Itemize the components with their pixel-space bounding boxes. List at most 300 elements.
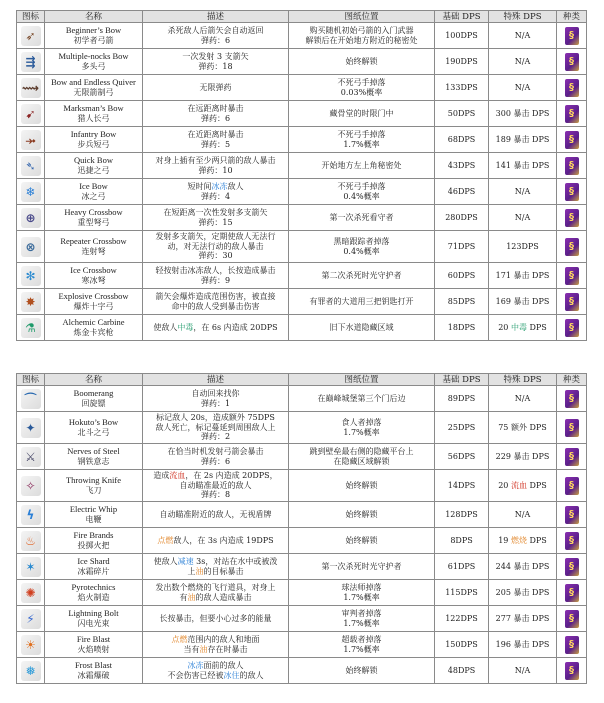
description-line: 上油的目标暴击 [187, 566, 244, 576]
location-line: 审判者掉落 [341, 609, 382, 618]
column-header: 图标 [17, 374, 45, 386]
column-header: 基础 DPS [435, 374, 489, 386]
table-header-row [17, 11, 587, 23]
scroll-icon: § [565, 636, 579, 654]
weapon-name-zh: 寒冰弩 [81, 275, 106, 285]
base-dps-cell: 85DPS [435, 289, 489, 315]
location-line: 1.7%概率 [343, 139, 380, 149]
description-line: 无限弹药 [199, 82, 232, 92]
kind-cell [557, 179, 587, 205]
kind-cell [557, 231, 587, 263]
scroll-icon: § [565, 293, 579, 311]
scroll-icon: § [565, 584, 579, 602]
blueprint-location-cell [289, 205, 435, 231]
location-line: 不死弓手掉落 [337, 130, 386, 139]
status-keyword: 油 [195, 566, 204, 576]
column-header: 图纸位置 [289, 374, 435, 386]
electric-whip-icon: ϟ [21, 505, 41, 525]
weapon-icon-cell [17, 606, 45, 632]
base-dps-cell: 190DPS [435, 49, 489, 75]
base-dps-cell: 14DPS [435, 470, 489, 502]
description-line: 在远距离时暴击 [187, 104, 244, 113]
description-line: 发射多支箭矢，定期使敌人无法行 [155, 232, 276, 242]
description-line: 自动回来找你 [191, 389, 240, 398]
weapon-description-cell [143, 444, 289, 470]
weapon-name-en: Quick Bow [74, 155, 113, 165]
weapon-name-zh: 冰霜爆破 [77, 670, 110, 680]
scroll-icon: § [565, 448, 579, 466]
special-dps-cell: N/A [489, 75, 557, 101]
column-header: 图纸位置 [289, 11, 435, 23]
table-row [17, 315, 587, 341]
weapon-name-zh: 电鞭 [85, 514, 102, 524]
explosive-crossbow-icon: ✸ [21, 292, 41, 312]
scroll-icon: § [565, 131, 579, 149]
weapon-name-cell [45, 263, 143, 289]
ice-shard-icon: ✶ [21, 557, 41, 577]
table-row [17, 412, 587, 444]
special-dps-cell: 229 暴击 DPS [489, 444, 557, 470]
description-line: 长按暴击，但要小心过多的能量 [159, 613, 272, 623]
description-line: 轻按射击冰冻敌人，长按造成暴击 [155, 266, 276, 275]
base-dps-cell: 122DPS [435, 606, 489, 632]
description-line: 弹药：8 [200, 490, 231, 500]
description-line: 有油的敌人造成暴击 [179, 592, 252, 602]
weapon-name-en: Fire Blast [76, 634, 111, 644]
description-line: 在短距离一次性发射多支箭矢 [163, 208, 268, 217]
blueprint-location-cell [289, 658, 435, 684]
weapon-name-cell [45, 49, 143, 75]
base-dps-cell: 8DPS [435, 528, 489, 554]
weapon-name-zh: 冰之弓 [81, 191, 106, 201]
status-keyword: 油 [199, 644, 208, 654]
table-row [17, 205, 587, 231]
multi-bow-icon: ⇶ [21, 52, 41, 72]
base-dps-cell: 56DPS [435, 444, 489, 470]
base-dps-cell: 71DPS [435, 231, 489, 263]
column-header: 特殊 DPS [489, 374, 557, 386]
weapon-icon-cell [17, 153, 45, 179]
table-row [17, 23, 587, 49]
location-line: 0.4%概率 [343, 246, 380, 256]
special-dps-cell: N/A [489, 205, 557, 231]
description-line: 弹药：6 [200, 113, 231, 123]
pyrotechnics-icon: ✺ [21, 583, 41, 603]
base-dps-cell: 150DPS [435, 632, 489, 658]
blueprint-location-cell [289, 231, 435, 263]
blueprint-location-cell [289, 101, 435, 127]
table-row [17, 502, 587, 528]
special-dps-cell: N/A [489, 179, 557, 205]
kind-cell [557, 580, 587, 606]
kind-cell [557, 315, 587, 341]
location-line: 始终解锁 [345, 509, 378, 519]
weapon-name-en: Ice Shard [77, 556, 110, 566]
weapon-name-en: Nerves of Steel [67, 446, 120, 456]
status-keyword: 流血 [169, 471, 186, 481]
description-line: 一次发射 3 支箭矢 [182, 52, 249, 61]
blueprint-location-cell [289, 153, 435, 179]
weapon-icon-cell [17, 263, 45, 289]
fire-brands-icon: ♨ [21, 531, 41, 551]
base-dps-cell: 68DPS [435, 127, 489, 153]
base-dps-cell: 60DPS [435, 263, 489, 289]
description-line: 点燃敌人，在 3s 内造成 19DPS [157, 535, 274, 545]
weapon-icon-cell [17, 554, 45, 580]
blueprint-location-cell [289, 315, 435, 341]
weapon-description-cell [143, 502, 289, 528]
weapon-name-cell [45, 502, 143, 528]
weapon-name-en: Throwing Knife [65, 475, 121, 485]
description-line: 对身上插有至少两只箭的敌人暴击 [155, 156, 276, 165]
column-header: 名称 [45, 11, 143, 23]
weapon-icon-cell [17, 315, 45, 341]
weapon-name-zh: 投掷火把 [77, 540, 110, 550]
kind-cell [557, 606, 587, 632]
column-header: 种类 [557, 374, 587, 386]
weapon-description-cell [143, 289, 289, 315]
weapon-name-en: Infantry Bow [70, 129, 117, 139]
blueprint-location-cell [289, 23, 435, 49]
location-line: 第二次杀死时光守护者 [321, 270, 402, 280]
description-line: 自动瞄准最近的敌人 [179, 480, 252, 490]
special-dps-cell: 20 流血 DPS [489, 470, 557, 502]
kind-cell [557, 528, 587, 554]
weapon-icon-cell [17, 49, 45, 75]
weapon-name-en: Pyrotechnics [71, 582, 116, 592]
weapon-icon-cell [17, 502, 45, 528]
base-dps-cell: 43DPS [435, 153, 489, 179]
scroll-icon: § [565, 105, 579, 123]
status-keyword: 流血 [510, 480, 527, 490]
weapon-name-en: Ice Crossbow [70, 265, 117, 275]
blueprint-location-cell [289, 606, 435, 632]
status-keyword: 油 [187, 592, 196, 602]
throwing-knife-icon: ✧ [21, 476, 41, 496]
weapon-description-cell [143, 153, 289, 179]
base-dps-cell: 18DPS [435, 315, 489, 341]
kind-cell [557, 101, 587, 127]
weapon-name-en: Explosive Crossbow [58, 291, 129, 301]
boomerang-icon: ⌒ [21, 389, 41, 409]
weapon-name-cell [45, 231, 143, 263]
description-line: 点燃范围内的敌人和地面 [171, 635, 260, 644]
column-header: 描述 [143, 374, 289, 386]
special-dps-cell: N/A [489, 502, 557, 528]
weapon-name-en: Beginner’s Bow [65, 25, 122, 35]
status-keyword: 冰住 [223, 670, 240, 680]
location-line: 黑暗跟踪者掉落 [333, 237, 390, 246]
location-line: 始终解锁 [345, 665, 378, 675]
special-dps-cell: 244 暴击 DPS [489, 554, 557, 580]
weapon-name-zh: 飞刀 [85, 485, 102, 495]
special-dps-cell: 123DPS [489, 231, 557, 263]
special-dps-cell: 19 燃烧 DPS [489, 528, 557, 554]
table-row [17, 101, 587, 127]
alchemic-carbine-icon: ⚗ [21, 318, 41, 338]
blueprint-location-cell [289, 412, 435, 444]
base-dps-cell: 128DPS [435, 502, 489, 528]
status-keyword: 点燃 [157, 535, 174, 545]
description-line: 弹药：9 [200, 275, 231, 285]
kind-cell [557, 470, 587, 502]
special-dps-cell: 300 暴击 DPS [489, 101, 557, 127]
table-row [17, 179, 587, 205]
status-keyword: 冰冻 [187, 661, 204, 670]
blueprint-location-cell [289, 632, 435, 658]
special-dps-cell: 169 暴击 DPS [489, 289, 557, 315]
weapon-description-cell [143, 632, 289, 658]
weapon-name-en: Multiple-nocks Bow [58, 51, 129, 61]
kind-cell [557, 658, 587, 684]
location-line: 有罪者的大道用三把钥匙打开 [309, 296, 414, 306]
description-line: 标记敌人 20s，造成额外 75DPS [156, 413, 275, 423]
blueprint-location-cell [289, 127, 435, 153]
scroll-icon: § [565, 157, 579, 175]
status-keyword: 中毒 [177, 322, 194, 332]
table-row [17, 554, 587, 580]
quiver-icon: ⟿ [21, 78, 41, 98]
column-header: 基础 DPS [435, 11, 489, 23]
scroll-icon: § [565, 558, 579, 576]
weapon-icon-cell [17, 101, 45, 127]
weapon-name-cell [45, 412, 143, 444]
weapon-name-en: Repeater Crossbow [60, 236, 127, 246]
lightning-bolt-icon: ⚡ [21, 609, 41, 629]
description-line: 弹药：4 [200, 191, 231, 201]
fire-blast-icon: ☀ [21, 635, 41, 655]
location-line: 不死弓手掉落 [337, 78, 386, 87]
status-keyword: 点燃 [171, 635, 188, 644]
weapon-name-cell [45, 554, 143, 580]
weapon-name-zh: 无限箭制弓 [73, 87, 114, 97]
description-line: 杀死敌人后箭矢会自动返回 [167, 26, 264, 35]
weapon-description-cell [143, 554, 289, 580]
blueprint-location-cell [289, 289, 435, 315]
base-dps-cell: 133DPS [435, 75, 489, 101]
special-dps-cell: N/A [489, 386, 557, 412]
weapon-icon-cell [17, 580, 45, 606]
base-dps-cell: 46DPS [435, 179, 489, 205]
scroll-icon: § [565, 506, 579, 524]
location-line: 跳到壁垒最右侧的隐藏平台上 [309, 447, 414, 456]
special-dps-cell: 196 暴击 DPS [489, 632, 557, 658]
table-row [17, 528, 587, 554]
special-dps-cell: N/A [489, 658, 557, 684]
column-header: 名称 [45, 374, 143, 386]
scroll-icon: § [565, 267, 579, 285]
weapons-table-2 [16, 373, 587, 684]
weapon-name-cell [45, 580, 143, 606]
location-line: 食人者掉落 [341, 418, 382, 427]
weapon-name-cell [45, 386, 143, 412]
description-line: 不会伤害已经被冰住的敌人 [167, 670, 264, 680]
weapon-icon-cell [17, 289, 45, 315]
weapon-icon-cell [17, 205, 45, 231]
weapon-name-cell [45, 127, 143, 153]
weapon-description-cell [143, 263, 289, 289]
kind-cell [557, 412, 587, 444]
weapon-icon-cell [17, 179, 45, 205]
scroll-icon: § [565, 419, 579, 437]
location-line: 始终解锁 [345, 56, 378, 66]
description-line: 造成流血，在 2s 内造成 20DPS， [153, 471, 278, 481]
infantry-bow-icon: ⤞ [21, 130, 41, 150]
kind-cell [557, 49, 587, 75]
scroll-icon: § [565, 610, 579, 628]
weapon-name-zh: 闪电光束 [77, 618, 110, 628]
description-line: 弹药：30 [198, 251, 233, 261]
weapon-description-cell [143, 231, 289, 263]
description-line: 在近距离时暴击 [187, 130, 244, 139]
weapon-description-cell [143, 606, 289, 632]
scroll-icon: § [565, 477, 579, 495]
location-line: 第一次杀死时光守护者 [321, 561, 402, 571]
special-dps-cell: 189 暴击 DPS [489, 127, 557, 153]
kind-cell [557, 502, 587, 528]
weapon-description-cell [143, 580, 289, 606]
location-line: 开始地方左上角秘密处 [321, 160, 402, 170]
location-line: 始终解锁 [345, 480, 378, 490]
weapon-description-cell [143, 528, 289, 554]
weapon-name-en: Frost Blast [74, 660, 113, 670]
kind-cell [557, 289, 587, 315]
column-header: 特殊 DPS [489, 11, 557, 23]
weapon-description-cell [143, 179, 289, 205]
weapon-icon-cell [17, 658, 45, 684]
weapon-description-cell [143, 386, 289, 412]
table-row [17, 153, 587, 179]
base-dps-cell: 25DPS [435, 412, 489, 444]
blueprint-location-cell [289, 502, 435, 528]
table-row [17, 263, 587, 289]
description-line: 敌人死亡，标记蔓延到周围敌人上 [155, 422, 276, 432]
weapon-name-cell [45, 205, 143, 231]
location-line: 旧下水道隐藏区域 [329, 322, 394, 332]
weapon-name-en: Marksman’s Bow [63, 103, 124, 113]
status-keyword: 中毒 [510, 322, 527, 332]
ice-bow-icon: ❄ [21, 182, 41, 202]
description-line: 使敌人减速 3s，对站在水中或被泼 [153, 557, 278, 566]
status-keyword: 减速 [177, 557, 194, 566]
kind-cell [557, 127, 587, 153]
blueprint-location-cell [289, 470, 435, 502]
weapon-name-cell [45, 23, 143, 49]
column-header: 描述 [143, 11, 289, 23]
weapon-name-zh: 连射弩 [81, 246, 106, 256]
special-dps-cell: 205 暴击 DPS [489, 580, 557, 606]
description-line: 短时间冰冻敌人 [187, 182, 244, 191]
weapon-name-en: Boomerang [73, 388, 114, 398]
weapon-description-cell [143, 412, 289, 444]
location-line: 始终解锁 [345, 535, 378, 545]
table-row [17, 231, 587, 263]
kind-cell [557, 263, 587, 289]
weapon-description-cell [143, 23, 289, 49]
special-dps-cell: N/A [489, 23, 557, 49]
weapon-icon-cell [17, 127, 45, 153]
weapon-icon-cell [17, 75, 45, 101]
weapon-description-cell [143, 470, 289, 502]
description-line: 冰冻面前的敌人 [187, 661, 244, 670]
base-dps-cell: 50DPS [435, 101, 489, 127]
table-row [17, 658, 587, 684]
weapon-name-zh: 重型弩弓 [77, 217, 110, 227]
special-dps-cell: 277 暴击 DPS [489, 606, 557, 632]
table-row [17, 127, 587, 153]
blueprint-location-cell [289, 49, 435, 75]
description-line: 弹药：1 [200, 398, 231, 408]
description-line: 在恰当时机发射弓箭会暴击 [167, 447, 264, 456]
weapon-name-en: Electric Whip [69, 504, 118, 514]
weapon-name-zh: 迅捷之弓 [77, 165, 110, 175]
scroll-icon: § [565, 79, 579, 97]
location-line: 1.7%概率 [343, 427, 380, 437]
scroll-icon: § [565, 532, 579, 550]
scroll-icon: § [565, 390, 579, 408]
ice-crossbow-icon: ✻ [21, 266, 41, 286]
description-line: 自动瞄准附近的敌人，无视盾牌 [159, 509, 272, 519]
weapon-name-cell [45, 528, 143, 554]
scroll-icon: § [565, 209, 579, 227]
weapon-icon-cell [17, 528, 45, 554]
table-row [17, 386, 587, 412]
table-row [17, 289, 587, 315]
weapon-name-zh: 多头弓 [81, 61, 106, 71]
location-line: 解锁后在开始地方附近的秘密处 [305, 35, 418, 45]
kind-cell [557, 205, 587, 231]
bow-icon: ➶ [21, 26, 41, 46]
weapon-name-zh: 初学者弓箭 [73, 35, 114, 45]
weapon-name-zh: 焰火制造 [77, 592, 110, 602]
table-row [17, 606, 587, 632]
location-line: 1.7%概率 [343, 618, 380, 628]
frost-blast-icon: ❅ [21, 661, 41, 681]
location-line: 1.7%概率 [343, 592, 380, 602]
weapon-name-en: Hokuto’s Bow [68, 417, 119, 427]
location-line: 第一次杀死看守者 [329, 212, 394, 222]
weapon-name-zh: 猎人长弓 [77, 113, 110, 123]
location-line: 球法师掉落 [341, 583, 382, 592]
special-dps-cell: 171 暴击 DPS [489, 263, 557, 289]
table-header-row [17, 374, 587, 386]
description-line: 弹药：5 [200, 139, 231, 149]
description-line: 弹药：2 [200, 432, 231, 442]
description-line: 命中的敌人受到暴击伤害 [171, 301, 260, 311]
weapon-name-cell [45, 606, 143, 632]
special-dps-cell: 75 额外 DPS [489, 412, 557, 444]
table-row [17, 470, 587, 502]
location-line: 超载者掉落 [341, 635, 382, 644]
weapon-name-cell [45, 632, 143, 658]
special-dps-cell: 20 中毒 DPS [489, 315, 557, 341]
marksman-bow-icon: ➹ [21, 104, 41, 124]
base-dps-cell: 48DPS [435, 658, 489, 684]
blueprint-location-cell [289, 528, 435, 554]
weapon-name-cell [45, 153, 143, 179]
weapon-name-zh: 爆炸十字弓 [73, 301, 114, 311]
weapon-icon-cell [17, 632, 45, 658]
description-line: 箭矢会爆炸造成范围伤害，被直接 [155, 292, 276, 301]
scroll-icon: § [565, 183, 579, 201]
weapon-name-cell [45, 658, 143, 684]
table-row [17, 49, 587, 75]
weapon-name-cell [45, 289, 143, 315]
column-header: 种类 [557, 11, 587, 23]
description-line: 弹药：6 [200, 456, 231, 466]
status-keyword: 冰冻 [211, 182, 228, 191]
table-row [17, 632, 587, 658]
